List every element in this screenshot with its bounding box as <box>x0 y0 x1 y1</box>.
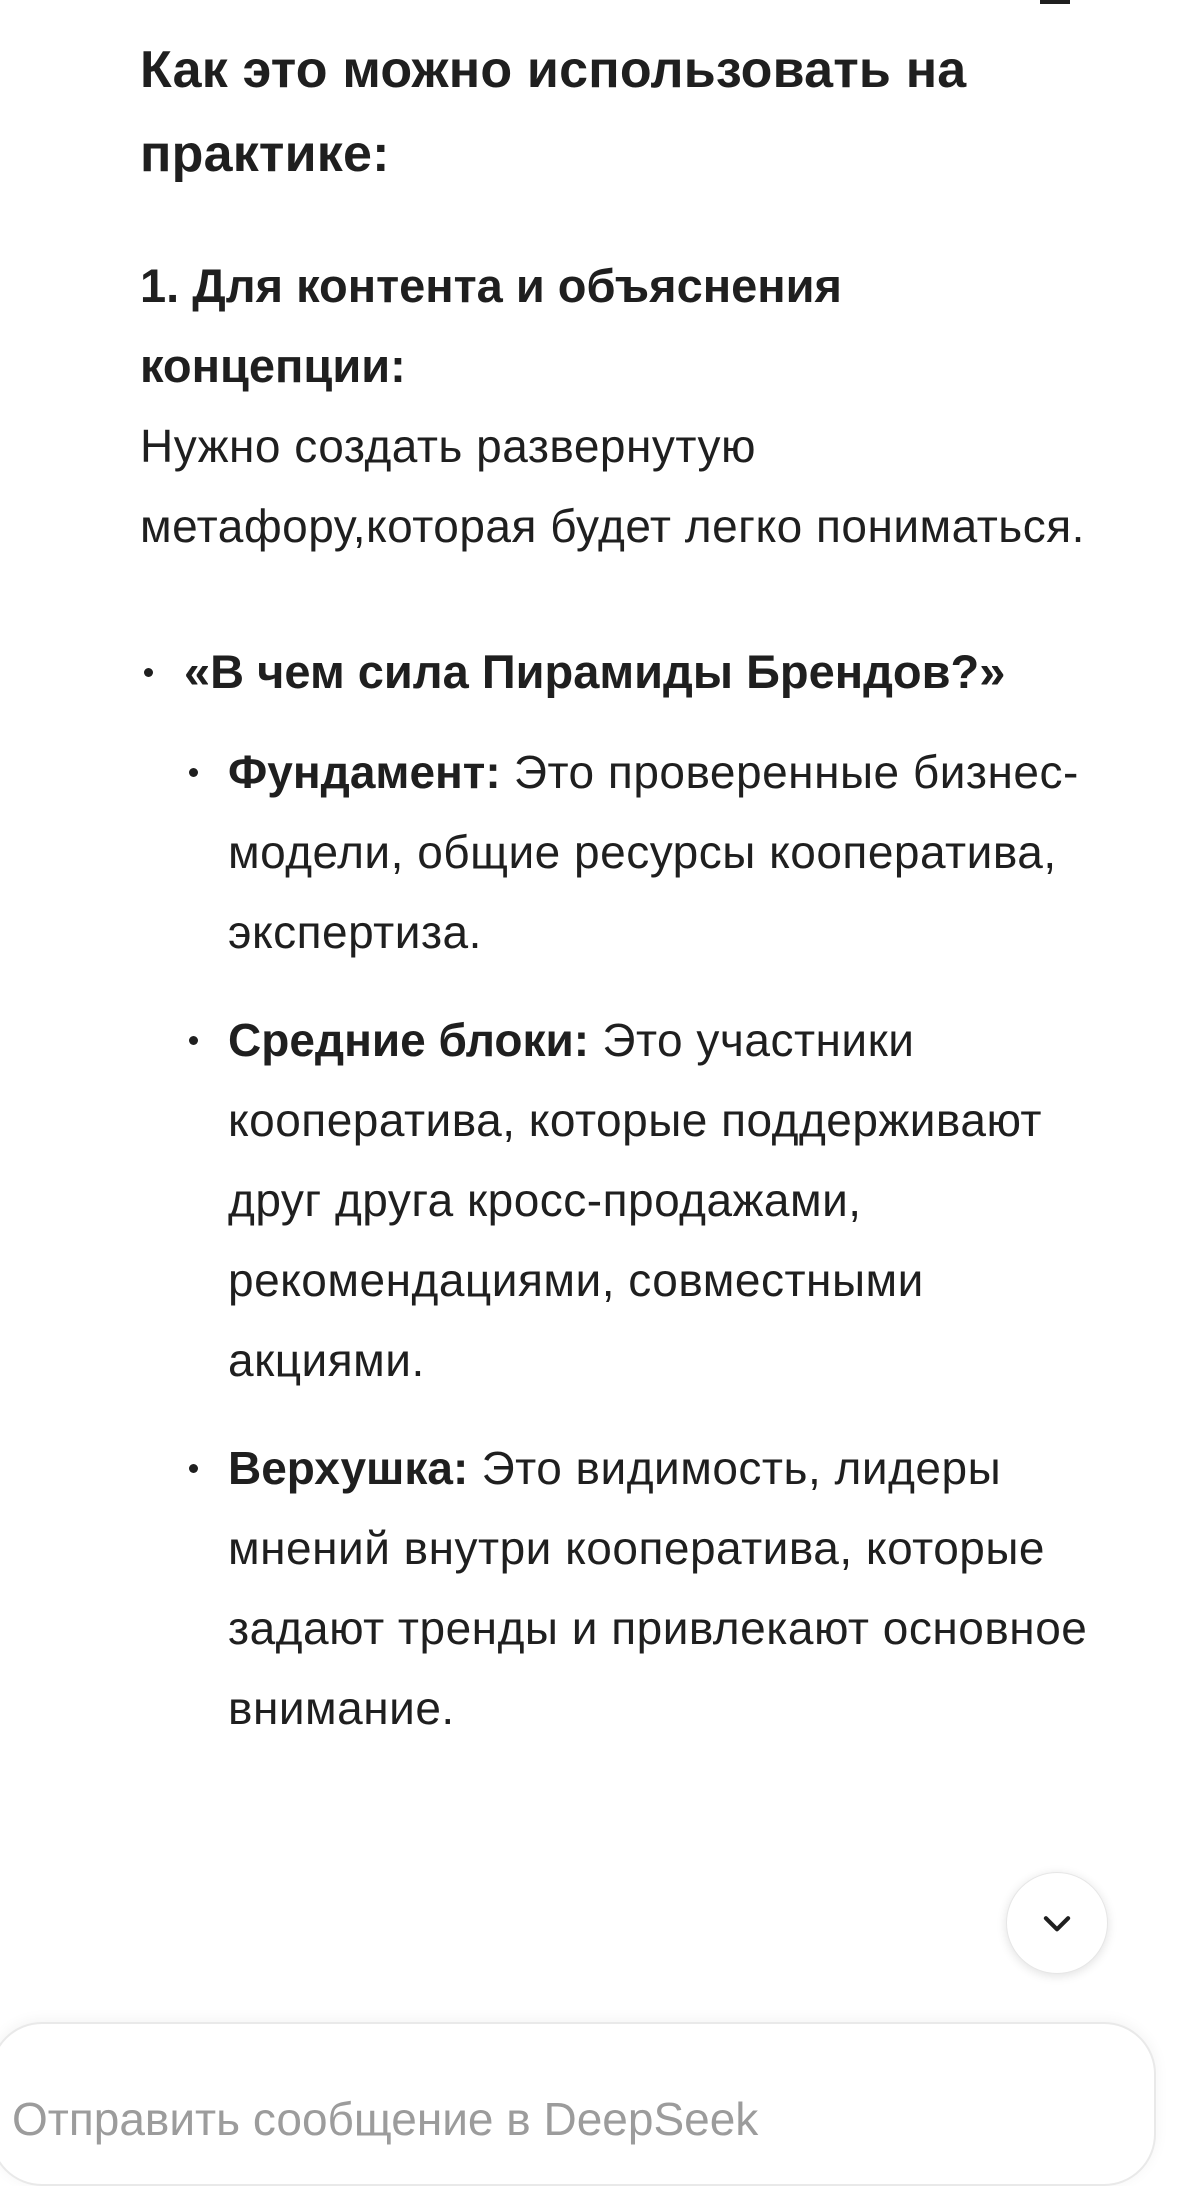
list-item-text: Это видимость, лидеры мнений внутри кооператива, которые задают тренды и привлекают основное внимание. <box>228 1442 1088 1734</box>
bullet-dot <box>189 1464 198 1473</box>
bullet-dot <box>189 768 198 777</box>
list-item-term: Средние блоки: <box>228 1014 590 1066</box>
message-composer <box>0 2022 1156 2186</box>
top-edge-mark <box>1040 0 1070 4</box>
bullet-list <box>140 632 1100 1748</box>
chevron-down-icon <box>1038 1904 1076 1942</box>
nested-bullet-list <box>184 732 1100 1748</box>
scroll-to-bottom-button[interactable] <box>1006 1872 1108 1974</box>
list-item-term: Фундамент: <box>228 746 501 798</box>
message-heading: Как это можно использовать на практике: <box>140 41 967 183</box>
list-item-text: Это проверенные бизнес-модели, общие ресурсы кооператива, экспертиза. <box>228 746 1079 958</box>
list-item <box>184 1428 1100 1748</box>
list-item <box>184 732 1100 972</box>
list-item <box>140 632 1100 1748</box>
section-body: Нужно создать развернутую метафору,которая будет легко пониматься. <box>140 420 1085 552</box>
list-item-title: «В чем сила Пирамиды Брендов?» <box>184 645 1006 698</box>
list-item <box>184 1000 1100 1400</box>
list-item-term: Верхушка: <box>228 1442 469 1494</box>
bullet-dot <box>189 1036 198 1045</box>
section-title: 1. Для контента и объяснения концепции: <box>140 259 842 392</box>
list-item-text: Это участники кооператива, которые поддерживают друг друга кросс-продажами, рекомендациями, совместными акциями. <box>228 1014 1042 1386</box>
bullet-dot <box>144 668 153 677</box>
chat-message <box>140 28 1100 1776</box>
message-input[interactable] <box>12 2092 1112 2146</box>
